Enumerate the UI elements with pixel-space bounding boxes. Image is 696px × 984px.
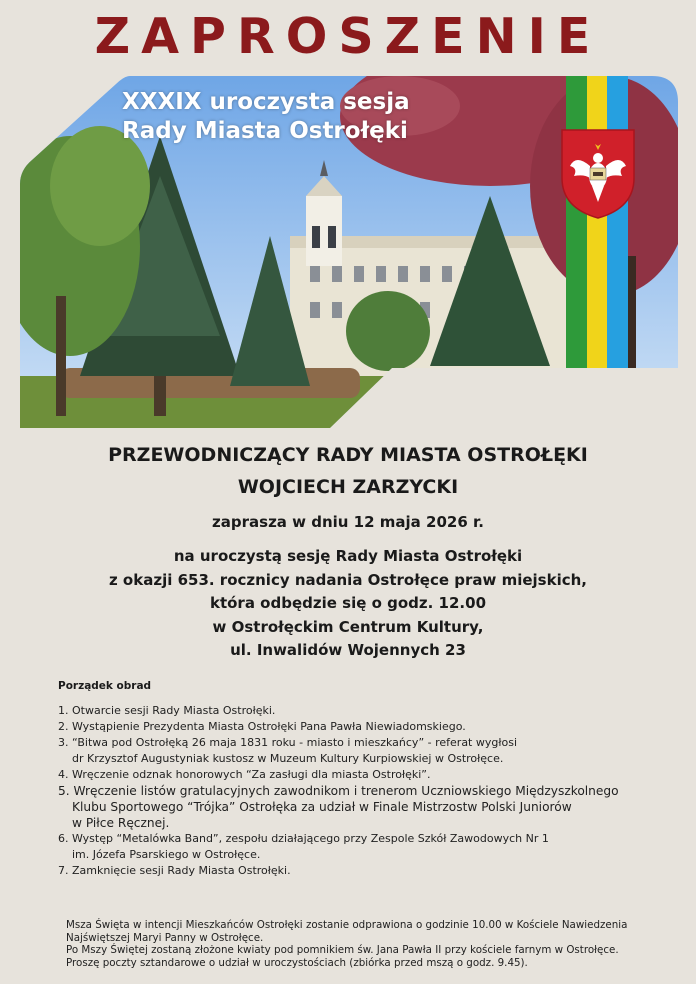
footnote-line: Msza Święta w intencji Mieszkańców Ostrołęki zostanie odprawiona o godzinie 10.00 w Kościele Nawiedzenia [66,919,628,931]
details-line: która odbędzie się o godz. 12.00 [209,594,487,612]
footnote-line: Proszę poczty sztandarowe o udział w uroczystościach (zbiórka przed mszą o godz. 9.45). [66,956,528,969]
page-title: ZAPROSZENIE [94,8,602,65]
host-name: WOJCIECH ZARZYCKI [237,476,459,498]
details-line: ul. Inwalidów Wojennych 23 [230,641,466,659]
agenda-item-continuation: Klubu Sportowego “Trójka” Ostrołęka za udział w Finale Mistrzostw Polski Juniorów [72,800,572,814]
session-title-line-1: XXXIX uroczysta sesja [122,89,410,115]
agenda-item: 5. Wręczenie listów gratulacyjnych zawodnikom i trenerom Uczniowskiego Międzyszkolnego [58,784,619,798]
agenda-item-continuation: dr Krzysztof Augustyniak kustosz w Muzeum Kultury Kurpiowskiej w Ostrołęce. [72,752,504,765]
footnote [66,919,666,969]
details-line: w Ostrołęckim Centrum Kultury, [212,617,484,636]
agenda-item: 3. “Bitwa pod Ostrołęką 26 maja 1831 roku - miasto i mieszkańcy” - referat wygłosi [58,736,517,749]
agenda-list [58,703,658,879]
agenda-item-continuation: w Piłce Ręcznej. [72,816,170,830]
agenda-item: 2. Wystąpienie Prezydenta Miasta Ostrołęki Pana Pawła Niewiadomskiego. [58,720,466,733]
agenda-item: 6. Występ “Metalówka Band”, zespołu działającego przy Zespole Szkół Zawodowych Nr 1 [58,832,549,845]
agenda-label: Porządek obrad [58,680,152,692]
session-title [122,88,410,146]
details-line: z okazji 653. rocznicy nadania Ostrołęce praw miejskich, [108,570,587,589]
host-title: PRZEWODNICZĄCY RADY MIASTA OSTROŁĘKI [108,444,588,466]
ostroleka-coat-of-arms-icon [560,128,636,220]
footnote-line: Po Mszy Świętej zostaną złożone kwiaty pod pomnikiem św. Jana Pawła II przy kościele farnym w Ostrołęce. [66,944,619,956]
agenda-item: 7. Zamknięcie sesji Rady Miasta Ostrołęki. [58,864,291,877]
invitation-details [0,545,696,663]
agenda-item: 1. Otwarcie sesji Rady Miasta Ostrołęki. [58,704,276,717]
agenda-item: 4. Wręczenie odznak honorowych “Za zasługi dla miasta Ostrołęki”. [58,768,431,781]
details-line: na uroczystą sesję Rady Miasta Ostrołęki [173,547,523,565]
footnote-line: Najświętszej Maryi Panny w Ostrołęce. [66,931,264,944]
agenda-item-continuation: im. Józefa Psarskiego w Ostrołęce. [72,848,261,861]
invitation-date: zaprasza w dniu 12 maja 2026 r. [212,513,484,531]
session-title-line-2: Rady Miasta Ostrołęki [122,118,408,144]
